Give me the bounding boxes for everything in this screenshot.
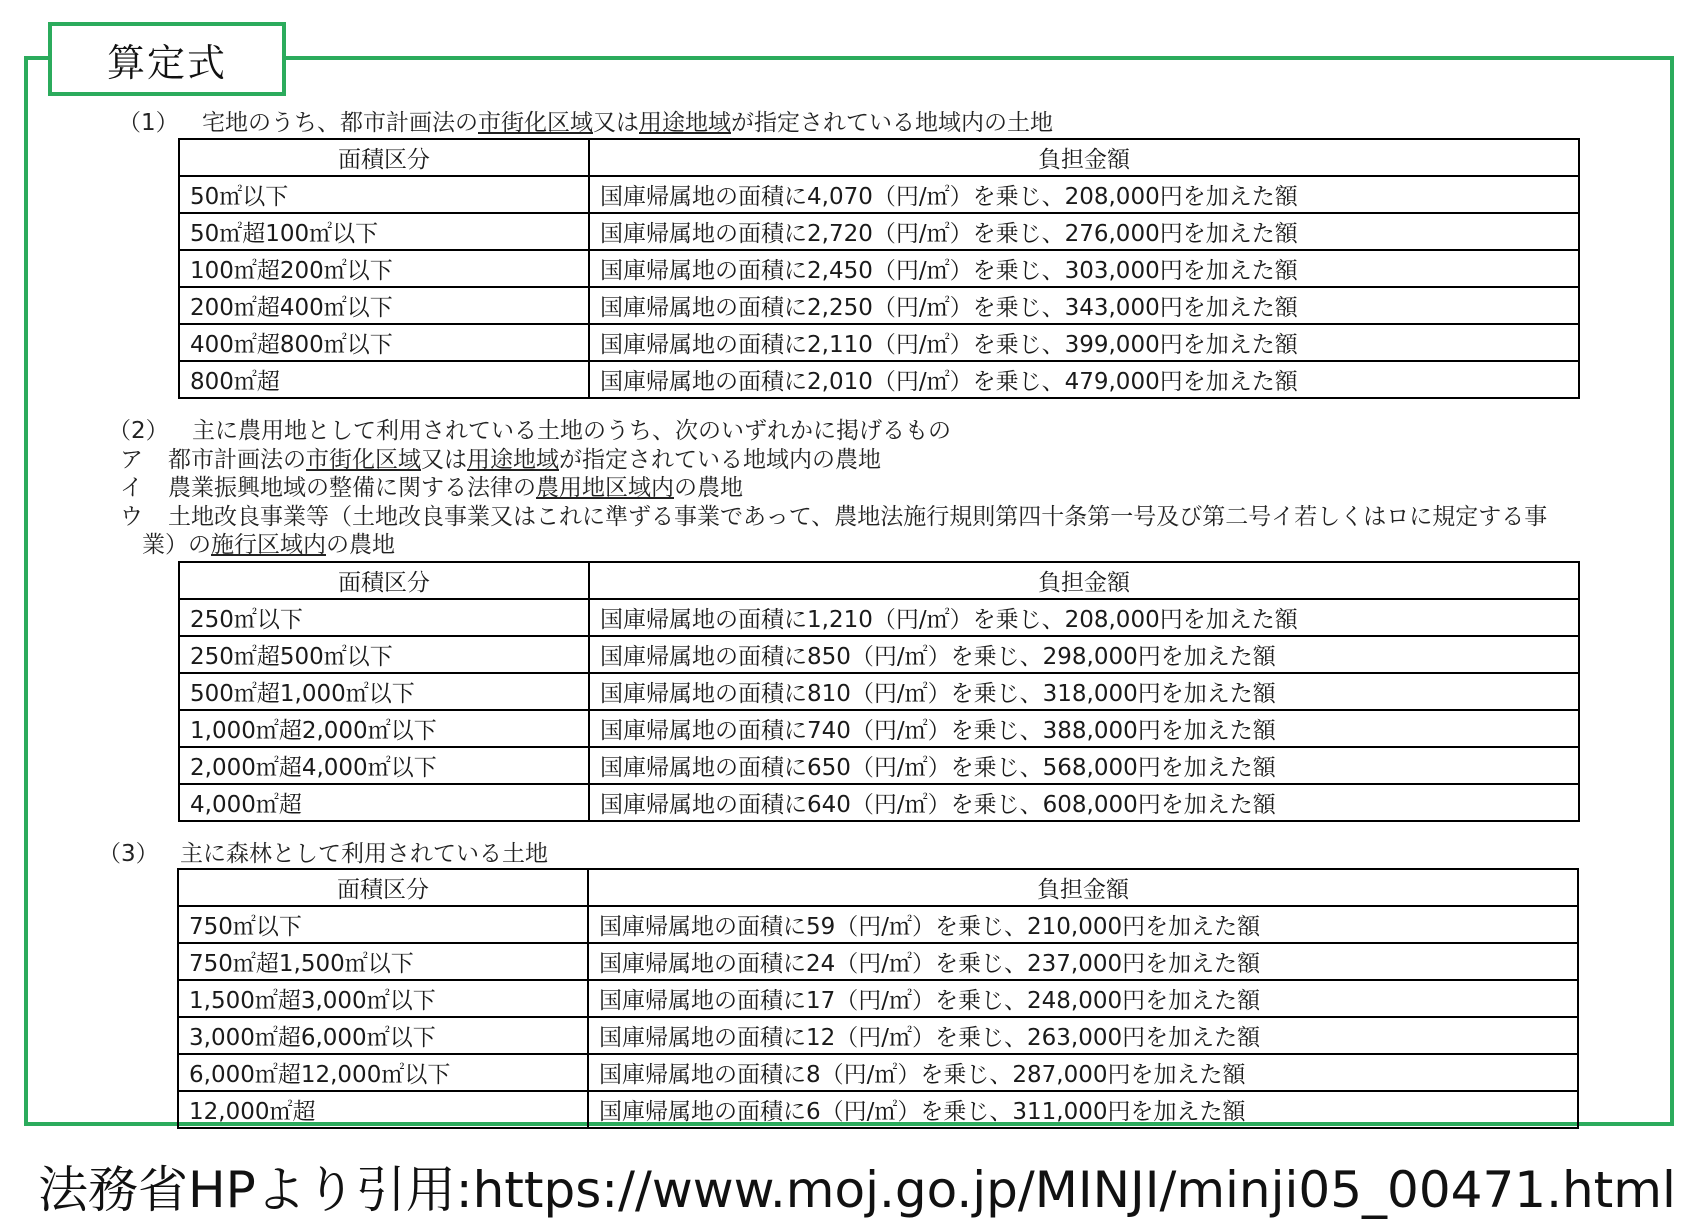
text-segment: 業）の [142,532,211,558]
area-cell: 2,000㎡超4,000㎡以下 [179,747,589,784]
section1-number: （1） [118,110,179,136]
area-cell: 500㎡超1,000㎡以下 [179,673,589,710]
area-cell: 6,000㎡超12,000㎡以下 [178,1054,588,1091]
amount-cell: 国庫帰属地の面積に640（円/㎡）を乗じ、608,000円を加えた額 [589,784,1579,821]
area-cell: 750㎡超1,500㎡以下 [178,943,588,980]
table-row [179,636,1579,673]
table-row [178,943,1578,980]
area-cell: 250㎡以下 [179,599,589,636]
table-row [179,287,1579,324]
amount-cell: 国庫帰属地の面積に2,110（円/㎡）を乗じ、399,000円を加えた額 [589,324,1579,361]
item-i-mark: イ [120,475,143,501]
area-cell: 1,500㎡超3,000㎡以下 [178,980,588,1017]
header-area: 面積区分 [179,139,589,176]
section1-heading-text [202,110,1053,136]
amount-cell: 国庫帰属地の面積に8（円/㎡）を乗じ、287,000円を加えた額 [588,1054,1578,1091]
table-row [178,1017,1578,1054]
area-cell: 400㎡超800㎡以下 [179,324,589,361]
area-cell: 12,000㎡超 [178,1091,588,1128]
table-row [178,1091,1578,1128]
area-cell: 4,000㎡超 [179,784,589,821]
table-row [179,747,1579,784]
underlined-term: 市街化区域 [478,110,593,136]
amount-cell: 国庫帰属地の面積に810（円/㎡）を乗じ、318,000円を加えた額 [589,673,1579,710]
amount-cell: 国庫帰属地の面積に740（円/㎡）を乗じ、388,000円を加えた額 [589,710,1579,747]
text-segment: 又は [593,110,639,136]
amount-cell: 国庫帰属地の面積に17（円/㎡）を乗じ、248,000円を加えた額 [588,980,1578,1017]
text-segment: 土地改良事業等（土地改良事業又はこれに準ずる事業であって、農地法施行規則第四十条第一号及び第二号イ若しくはロに規定する事 [168,504,1548,530]
table-header-row [178,869,1578,906]
table-row [179,784,1579,821]
item-a-mark: ア [120,447,143,473]
text-segment: の農地 [674,475,743,501]
underlined-term: 用途地域 [467,447,559,473]
amount-cell: 国庫帰属地の面積に24（円/㎡）を乗じ、237,000円を加えた額 [588,943,1578,980]
amount-cell: 国庫帰属地の面積に2,250（円/㎡）を乗じ、343,000円を加えた額 [589,287,1579,324]
section1-heading [118,104,1053,137]
section3-heading [98,835,548,868]
area-cell: 100㎡超200㎡以下 [179,250,589,287]
table-row [179,710,1579,747]
header-area: 面積区分 [179,562,589,599]
text-segment: 主に森林として利用されている土地 [180,841,548,867]
table-header-row [179,139,1579,176]
table-row [178,906,1578,943]
area-cell: 1,000㎡超2,000㎡以下 [179,710,589,747]
text-segment: 農業振興地域の整備に関する法律の [168,475,536,501]
amount-cell: 国庫帰属地の面積に2,720（円/㎡）を乗じ、276,000円を加えた額 [589,213,1579,250]
area-cell: 750㎡以下 [178,906,588,943]
area-cell: 250㎡超500㎡以下 [179,636,589,673]
amount-cell: 国庫帰属地の面積に59（円/㎡）を乗じ、210,000円を加えた額 [588,906,1578,943]
underlined-term: 農用地区域内 [536,475,674,501]
table-row [178,1054,1578,1091]
header-amount: 負担金額 [589,139,1579,176]
table-residential [178,138,1580,399]
table-row [179,673,1579,710]
section-title: 算定式 [48,22,286,96]
text-segment: 主に農用地として利用されている土地のうち、次のいずれかに掲げるもの [192,418,951,444]
section3-heading-text [180,841,548,867]
item-u-mark: ウ [120,504,143,530]
header-amount: 負担金額 [588,869,1578,906]
source-citation: 法務省HPより引用:https://www.moj.go.jp/MINJI/minji05_00471.html [38,1161,1676,1219]
amount-cell: 国庫帰属地の面積に2,010（円/㎡）を乗じ、479,000円を加えた額 [589,361,1579,398]
table-row [179,213,1579,250]
table-farmland [178,561,1580,822]
section3-number: （3） [98,841,159,867]
underlined-term: 施行区域内 [211,532,326,558]
table-row [179,176,1579,213]
amount-cell: 国庫帰属地の面積に650（円/㎡）を乗じ、568,000円を加えた額 [589,747,1579,784]
amount-cell: 国庫帰属地の面積に4,070（円/㎡）を乗じ、208,000円を加えた額 [589,176,1579,213]
section2-number: （2） [108,418,169,444]
header-area: 面積区分 [178,869,588,906]
table-row [178,980,1578,1017]
table-row [179,361,1579,398]
table-row [179,599,1579,636]
underlined-term: 市街化区域 [306,447,421,473]
text-segment: 宅地のうち、都市計画法の [202,110,478,136]
amount-cell: 国庫帰属地の面積に850（円/㎡）を乗じ、298,000円を加えた額 [589,636,1579,673]
amount-cell: 国庫帰属地の面積に12（円/㎡）を乗じ、263,000円を加えた額 [588,1017,1578,1054]
table-forest [177,868,1579,1129]
amount-cell: 国庫帰属地の面積に2,450（円/㎡）を乗じ、303,000円を加えた額 [589,250,1579,287]
area-cell: 800㎡超 [179,361,589,398]
text-segment: 又は [421,447,467,473]
amount-cell: 国庫帰属地の面積に6（円/㎡）を乗じ、311,000円を加えた額 [588,1091,1578,1128]
underlined-term: 用途地域 [639,110,731,136]
text-segment: 都市計画法の [168,447,306,473]
text-segment: の農地 [326,532,395,558]
area-cell: 50㎡超100㎡以下 [179,213,589,250]
amount-cell: 国庫帰属地の面積に1,210（円/㎡）を乗じ、208,000円を加えた額 [589,599,1579,636]
text-segment: が指定されている地域内の農地 [559,447,881,473]
text-segment: が指定されている地域内の土地 [731,110,1053,136]
area-cell: 200㎡超400㎡以下 [179,287,589,324]
header-amount: 負担金額 [589,562,1579,599]
item-u-continuation [142,526,395,559]
area-cell: 3,000㎡超6,000㎡以下 [178,1017,588,1054]
table-row [179,250,1579,287]
table-header-row [179,562,1579,599]
table-row [179,324,1579,361]
area-cell: 50㎡以下 [179,176,589,213]
